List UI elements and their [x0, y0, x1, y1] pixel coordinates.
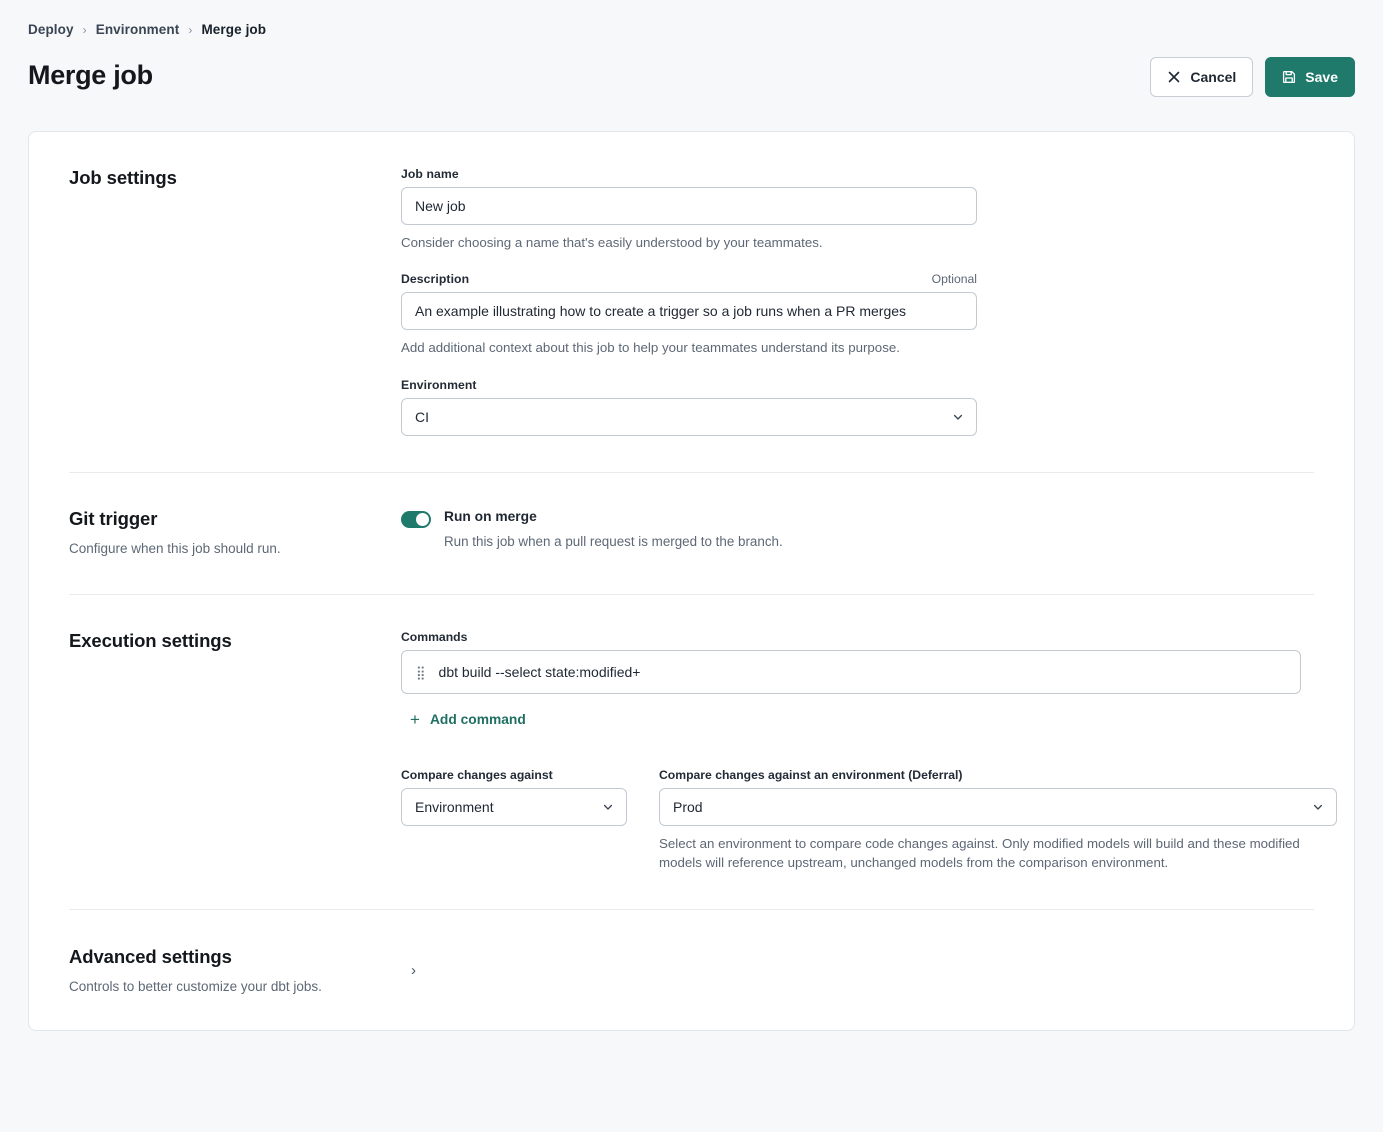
save-disk-icon — [1282, 70, 1296, 84]
section-title-execution-settings: Execution settings — [69, 630, 232, 652]
description-label: Description — [401, 272, 470, 287]
job-name-label-row — [401, 167, 977, 181]
cancel-button-label: Cancel — [1190, 69, 1237, 85]
compare-changes-against-value: Environment — [415, 799, 494, 816]
compare-changes-against-select[interactable] — [401, 788, 627, 826]
deferral-environment-value: Prod — [673, 799, 703, 816]
field-environment — [401, 378, 1314, 436]
breadcrumb — [28, 22, 266, 37]
section-sub-git-trigger: Configure when this job should run. — [69, 540, 281, 556]
plus-icon: + — [410, 710, 420, 730]
compare-changes-against-label: Compare changes against — [401, 768, 553, 783]
description-label-row — [401, 272, 977, 286]
breadcrumb-item-deploy[interactable]: Deploy — [28, 22, 74, 37]
section-title-advanced-settings: Advanced settings — [69, 945, 232, 967]
save-button-label: Save — [1305, 69, 1338, 85]
section-git-trigger-header — [69, 508, 401, 559]
chevron-right-icon[interactable]: › — [411, 962, 416, 980]
run-on-merge-description: Run this job when a pull request is merged to the branch. — [444, 534, 783, 550]
commands-label: Commands — [401, 630, 468, 645]
description-optional-label: Optional — [931, 272, 977, 287]
section-sub-advanced-settings: Controls to better customize your dbt jobs. — [69, 978, 322, 994]
drag-handle-icon[interactable]: ⣿ — [416, 664, 425, 680]
environment-label-row — [401, 378, 977, 392]
job-settings-card — [28, 131, 1355, 1031]
chevron-down-icon — [952, 399, 964, 435]
cancel-button[interactable] — [1150, 57, 1253, 97]
section-job-settings-body — [401, 167, 1314, 436]
add-command-label: Add command — [429, 712, 526, 728]
deferral-environment-select[interactable] — [659, 788, 1337, 826]
run-on-merge-toggle[interactable] — [401, 511, 431, 528]
header-actions — [1150, 57, 1355, 97]
toggle-knob — [416, 513, 429, 526]
save-button[interactable] — [1265, 57, 1355, 97]
chevron-down-icon — [602, 789, 614, 825]
section-git-trigger — [69, 473, 1314, 596]
add-command-button[interactable] — [410, 711, 526, 728]
breadcrumb-separator-icon: › — [188, 22, 193, 37]
run-on-merge-row — [401, 508, 1314, 552]
environment-label: Environment — [401, 377, 477, 392]
section-execution-settings-header — [69, 630, 401, 873]
breadcrumb-item-environment[interactable]: Environment — [95, 22, 180, 37]
close-icon — [1167, 70, 1181, 84]
run-on-merge-label: Run on merge — [444, 508, 537, 524]
command-row[interactable] — [401, 650, 1301, 694]
deferral-environment-label: Compare changes against an environment (Deferral) — [659, 768, 963, 783]
description-help: Add additional context about this job to help your teammates understand its purpose. — [401, 340, 900, 356]
section-title-git-trigger: Git trigger — [69, 507, 158, 529]
section-execution-settings — [69, 595, 1314, 910]
section-job-settings-header — [69, 167, 401, 436]
environment-select-value: CI — [415, 408, 429, 425]
job-name-label: Job name — [401, 167, 459, 181]
breadcrumb-item-merge-job: Merge job — [201, 22, 267, 37]
section-git-trigger-body — [401, 508, 1314, 559]
breadcrumb-separator-icon: › — [82, 22, 87, 37]
section-advanced-settings-header — [69, 946, 401, 997]
job-name-help: Consider choosing a name that's easily understood by your teammates. — [401, 235, 823, 250]
chevron-down-icon — [1312, 789, 1324, 825]
deferral-environment-field — [659, 768, 1337, 873]
description-input[interactable]: An example illustrating how to create a trigger so a job runs when a PR merges — [401, 292, 977, 330]
compare-changes-row — [401, 768, 1314, 873]
field-job-name — [401, 167, 1314, 252]
compare-changes-against-field — [401, 768, 627, 873]
environment-select[interactable] — [401, 398, 977, 436]
page-title: Merge job — [28, 60, 153, 90]
deferral-environment-help: Select an environment to compare code changes against. Only modified models will build and these modified models will reference upstream, unchanged models from the comparison environment. — [659, 836, 1300, 871]
section-advanced-settings[interactable] — [69, 910, 1314, 1031]
section-job-settings — [69, 132, 1314, 473]
command-input[interactable]: dbt build --select state:modified+ — [438, 664, 641, 681]
run-on-merge-text — [444, 508, 783, 552]
field-description — [401, 272, 1314, 357]
section-title-job-settings: Job settings — [69, 167, 177, 188]
section-execution-settings-body — [401, 630, 1314, 873]
job-name-input[interactable]: New job — [401, 187, 977, 225]
